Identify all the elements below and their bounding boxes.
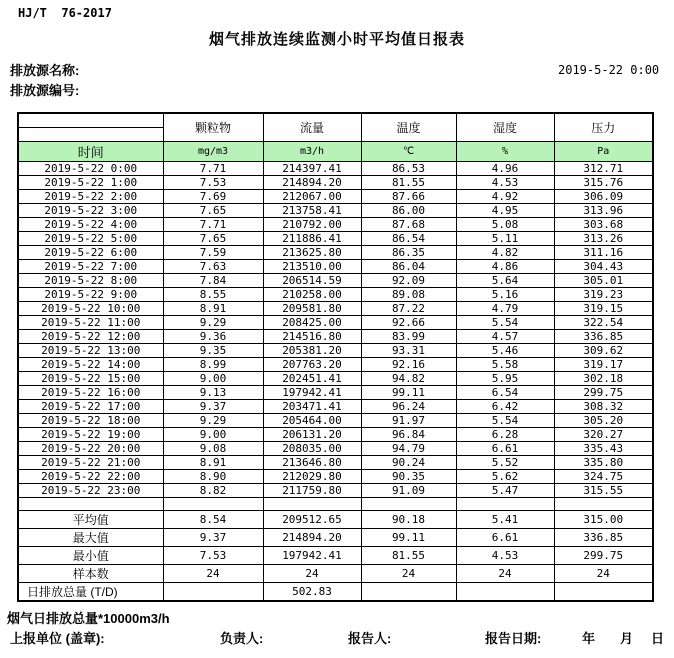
row-value: 8.99	[163, 358, 263, 372]
row-time: 2019-5-22 19:00	[18, 428, 163, 442]
table-row	[18, 428, 653, 442]
row-value: 7.84	[163, 274, 263, 288]
summary-value: 6.61	[456, 529, 554, 547]
row-value: 87.68	[361, 218, 456, 232]
row-value: 4.79	[456, 302, 554, 316]
row-value: 81.55	[361, 176, 456, 190]
table-row	[18, 246, 653, 260]
summary-label: 平均值	[18, 511, 163, 529]
row-time: 2019-5-22 13:00	[18, 344, 163, 358]
row-value: 86.35	[361, 246, 456, 260]
table-row	[18, 330, 653, 344]
unit-cell: ℃	[361, 142, 456, 162]
report-unit-label: 上报单位 (盖章):	[10, 631, 105, 646]
table-row	[18, 316, 653, 330]
row-value: 92.16	[361, 358, 456, 372]
row-value: 319.15	[554, 302, 653, 316]
row-value: 213646.80	[263, 456, 361, 470]
summary-value: 197942.41	[263, 547, 361, 565]
time-column-header: 时间	[18, 142, 163, 162]
row-time: 2019-5-22 1:00	[18, 176, 163, 190]
row-value: 6.28	[456, 428, 554, 442]
row-value: 90.24	[361, 456, 456, 470]
header-blank-bottom	[18, 128, 163, 142]
table-row	[18, 218, 653, 232]
row-value: 4.92	[456, 190, 554, 204]
row-value: 9.35	[163, 344, 263, 358]
row-value: 305.20	[554, 414, 653, 428]
row-value: 312.71	[554, 162, 653, 176]
row-value: 313.26	[554, 232, 653, 246]
row-value: 6.42	[456, 400, 554, 414]
row-value: 315.76	[554, 176, 653, 190]
row-time: 2019-5-22 15:00	[18, 372, 163, 386]
row-value: 86.00	[361, 204, 456, 218]
header-row-units	[18, 142, 653, 162]
summary-row	[18, 529, 653, 547]
row-value: 92.66	[361, 316, 456, 330]
row-time: 2019-5-22 12:00	[18, 330, 163, 344]
row-value: 205381.20	[263, 344, 361, 358]
row-time: 2019-5-22 20:00	[18, 442, 163, 456]
summary-row	[18, 583, 653, 602]
row-time: 2019-5-22 16:00	[18, 386, 163, 400]
row-value: 92.09	[361, 274, 456, 288]
row-value: 5.16	[456, 288, 554, 302]
row-value: 5.64	[456, 274, 554, 288]
row-value: 99.11	[361, 386, 456, 400]
summary-value: 336.85	[554, 529, 653, 547]
table-row	[18, 456, 653, 470]
spacer-cell	[263, 498, 361, 511]
row-time: 2019-5-22 3:00	[18, 204, 163, 218]
row-value: 213625.80	[263, 246, 361, 260]
row-value: 197942.41	[263, 386, 361, 400]
row-value: 335.80	[554, 456, 653, 470]
row-value: 209581.80	[263, 302, 361, 316]
row-value: 8.55	[163, 288, 263, 302]
row-time: 2019-5-22 5:00	[18, 232, 163, 246]
row-value: 303.68	[554, 218, 653, 232]
page-title: 烟气排放连续监测小时平均值日报表	[208, 31, 465, 48]
row-value: 299.75	[554, 386, 653, 400]
row-value: 5.08	[456, 218, 554, 232]
summary-body	[18, 511, 653, 602]
row-value: 210792.00	[263, 218, 361, 232]
row-value: 87.22	[361, 302, 456, 316]
row-value: 213510.00	[263, 260, 361, 274]
row-value: 7.69	[163, 190, 263, 204]
param-header: 压力	[554, 113, 653, 142]
row-value: 9.29	[163, 316, 263, 330]
row-value: 4.96	[456, 162, 554, 176]
summary-value: 214894.20	[263, 529, 361, 547]
row-value: 203471.41	[263, 400, 361, 414]
summary-value: 99.11	[361, 529, 456, 547]
row-value: 320.27	[554, 428, 653, 442]
source-name-label: 排放源名称:	[10, 63, 80, 78]
row-value: 7.53	[163, 176, 263, 190]
row-value: 89.08	[361, 288, 456, 302]
table-row	[18, 274, 653, 288]
row-value: 90.35	[361, 470, 456, 484]
header-blank-top	[18, 113, 163, 128]
row-value: 5.52	[456, 456, 554, 470]
row-value: 206131.20	[263, 428, 361, 442]
summary-value	[361, 583, 456, 602]
table-row	[18, 400, 653, 414]
summary-label: 日排放总量 (T/D)	[18, 583, 163, 602]
row-time: 2019-5-22 7:00	[18, 260, 163, 274]
row-value: 214894.20	[263, 176, 361, 190]
month-label: 月	[620, 631, 634, 646]
row-value: 302.18	[554, 372, 653, 386]
row-time: 2019-5-22 0:00	[18, 162, 163, 176]
row-value: 91.09	[361, 484, 456, 498]
header-row-params	[18, 113, 653, 128]
summary-value: 24	[163, 565, 263, 583]
summary-value: 24	[456, 565, 554, 583]
summary-row	[18, 511, 653, 529]
table-row	[18, 344, 653, 358]
row-time: 2019-5-22 2:00	[18, 190, 163, 204]
summary-row	[18, 547, 653, 565]
row-value: 7.71	[163, 162, 263, 176]
table-row	[18, 176, 653, 190]
summary-label: 最小值	[18, 547, 163, 565]
row-value: 8.91	[163, 302, 263, 316]
summary-value: 299.75	[554, 547, 653, 565]
row-value: 214397.41	[263, 162, 361, 176]
summary-value: 90.18	[361, 511, 456, 529]
summary-row	[18, 565, 653, 583]
row-value: 91.97	[361, 414, 456, 428]
row-value: 96.84	[361, 428, 456, 442]
row-value: 86.54	[361, 232, 456, 246]
row-value: 8.90	[163, 470, 263, 484]
row-value: 96.24	[361, 400, 456, 414]
row-value: 304.43	[554, 260, 653, 274]
row-value: 206514.59	[263, 274, 361, 288]
row-value: 212029.80	[263, 470, 361, 484]
row-value: 86.04	[361, 260, 456, 274]
row-value: 9.36	[163, 330, 263, 344]
row-value: 315.55	[554, 484, 653, 498]
spacer-cell	[554, 498, 653, 511]
summary-value: 8.54	[163, 511, 263, 529]
row-value: 7.59	[163, 246, 263, 260]
row-value: 311.16	[554, 246, 653, 260]
row-value: 5.54	[456, 316, 554, 330]
row-value: 319.17	[554, 358, 653, 372]
row-value: 306.09	[554, 190, 653, 204]
row-value: 4.95	[456, 204, 554, 218]
row-value: 319.23	[554, 288, 653, 302]
spacer-cell	[456, 498, 554, 511]
table-row	[18, 470, 653, 484]
table-row	[18, 190, 653, 204]
row-value: 322.54	[554, 316, 653, 330]
summary-value: 7.53	[163, 547, 263, 565]
spacer-cell	[361, 498, 456, 511]
row-value: 4.82	[456, 246, 554, 260]
table-row	[18, 260, 653, 274]
row-value: 4.53	[456, 176, 554, 190]
standard-number: HJ/T 76-2017	[18, 6, 112, 20]
row-value: 94.79	[361, 442, 456, 456]
param-header: 颗粒物	[163, 113, 263, 142]
summary-value: 4.53	[456, 547, 554, 565]
row-value: 86.53	[361, 162, 456, 176]
row-value: 9.37	[163, 400, 263, 414]
row-value: 9.00	[163, 372, 263, 386]
responsible-label: 负责人:	[220, 631, 264, 646]
day-label: 日	[651, 631, 665, 646]
row-value: 7.71	[163, 218, 263, 232]
table-body	[18, 162, 653, 511]
row-value: 7.65	[163, 204, 263, 218]
table-row	[18, 232, 653, 246]
summary-value: 24	[263, 565, 361, 583]
row-value: 213758.41	[263, 204, 361, 218]
row-value: 211886.41	[263, 232, 361, 246]
row-value: 5.54	[456, 414, 554, 428]
table-row	[18, 358, 653, 372]
row-value: 93.31	[361, 344, 456, 358]
row-value: 5.11	[456, 232, 554, 246]
row-time: 2019-5-22 21:00	[18, 456, 163, 470]
table-row	[18, 442, 653, 456]
table-row	[18, 386, 653, 400]
summary-label: 最大值	[18, 529, 163, 547]
summary-value: 9.37	[163, 529, 263, 547]
report-table	[17, 112, 654, 602]
row-value: 5.62	[456, 470, 554, 484]
row-time: 2019-5-22 10:00	[18, 302, 163, 316]
table-row	[18, 288, 653, 302]
row-time: 2019-5-22 6:00	[18, 246, 163, 260]
row-value: 313.96	[554, 204, 653, 218]
year-label: 年	[582, 631, 596, 646]
summary-value: 209512.65	[263, 511, 361, 529]
summary-value	[163, 583, 263, 602]
summary-value: 502.83	[263, 583, 361, 602]
row-value: 210258.00	[263, 288, 361, 302]
row-value: 205464.00	[263, 414, 361, 428]
row-value: 214516.80	[263, 330, 361, 344]
row-value: 4.57	[456, 330, 554, 344]
summary-value	[456, 583, 554, 602]
row-value: 335.43	[554, 442, 653, 456]
row-value: 8.91	[163, 456, 263, 470]
summary-value: 5.41	[456, 511, 554, 529]
summary-value: 315.00	[554, 511, 653, 529]
report-date-label: 报告日期:	[485, 631, 542, 646]
row-value: 5.46	[456, 344, 554, 358]
summary-value: 24	[554, 565, 653, 583]
param-header: 湿度	[456, 113, 554, 142]
spacer-cell	[18, 498, 163, 511]
row-value: 9.29	[163, 414, 263, 428]
row-value: 8.82	[163, 484, 263, 498]
row-time: 2019-5-22 17:00	[18, 400, 163, 414]
row-value: 9.13	[163, 386, 263, 400]
unit-cell: m3/h	[263, 142, 361, 162]
table-row	[18, 162, 653, 176]
row-time: 2019-5-22 9:00	[18, 288, 163, 302]
row-value: 87.66	[361, 190, 456, 204]
row-value: 308.32	[554, 400, 653, 414]
row-value: 212067.00	[263, 190, 361, 204]
spacer-cell	[163, 498, 263, 511]
row-time: 2019-5-22 4:00	[18, 218, 163, 232]
unit-cell: mg/m3	[163, 142, 263, 162]
row-value: 9.08	[163, 442, 263, 456]
spacer-row	[18, 498, 653, 511]
source-code-label: 排放源编号:	[10, 83, 80, 98]
summary-value: 81.55	[361, 547, 456, 565]
row-value: 7.65	[163, 232, 263, 246]
row-time: 2019-5-22 8:00	[18, 274, 163, 288]
row-value: 211759.80	[263, 484, 361, 498]
summary-value: 24	[361, 565, 456, 583]
row-value: 7.63	[163, 260, 263, 274]
param-header: 温度	[361, 113, 456, 142]
row-time: 2019-5-22 11:00	[18, 316, 163, 330]
row-value: 5.95	[456, 372, 554, 386]
table-row	[18, 204, 653, 218]
row-value: 207763.20	[263, 358, 361, 372]
row-value: 324.75	[554, 470, 653, 484]
unit-cell: Pa	[554, 142, 653, 162]
unit-cell: %	[456, 142, 554, 162]
row-value: 5.47	[456, 484, 554, 498]
row-value: 336.85	[554, 330, 653, 344]
row-value: 6.61	[456, 442, 554, 456]
row-value: 9.00	[163, 428, 263, 442]
table-row	[18, 414, 653, 428]
row-value: 4.86	[456, 260, 554, 274]
footnote: 烟气日排放总量*10000m3/h	[7, 611, 170, 626]
table-row	[18, 302, 653, 316]
row-value: 309.62	[554, 344, 653, 358]
row-value: 6.54	[456, 386, 554, 400]
row-value: 208425.00	[263, 316, 361, 330]
reporter-label: 报告人:	[348, 631, 392, 646]
table-row	[18, 372, 653, 386]
report-datetime: 2019-5-22 0:00	[558, 63, 660, 77]
table-row	[18, 484, 653, 498]
row-time: 2019-5-22 22:00	[18, 470, 163, 484]
row-time: 2019-5-22 14:00	[18, 358, 163, 372]
row-value: 94.82	[361, 372, 456, 386]
summary-label: 样本数	[18, 565, 163, 583]
row-time: 2019-5-22 18:00	[18, 414, 163, 428]
row-value: 5.58	[456, 358, 554, 372]
row-value: 305.01	[554, 274, 653, 288]
row-time: 2019-5-22 23:00	[18, 484, 163, 498]
row-value: 83.99	[361, 330, 456, 344]
summary-value	[554, 583, 653, 602]
param-header: 流量	[263, 113, 361, 142]
table-head	[18, 113, 653, 162]
row-value: 202451.41	[263, 372, 361, 386]
row-value: 208035.00	[263, 442, 361, 456]
